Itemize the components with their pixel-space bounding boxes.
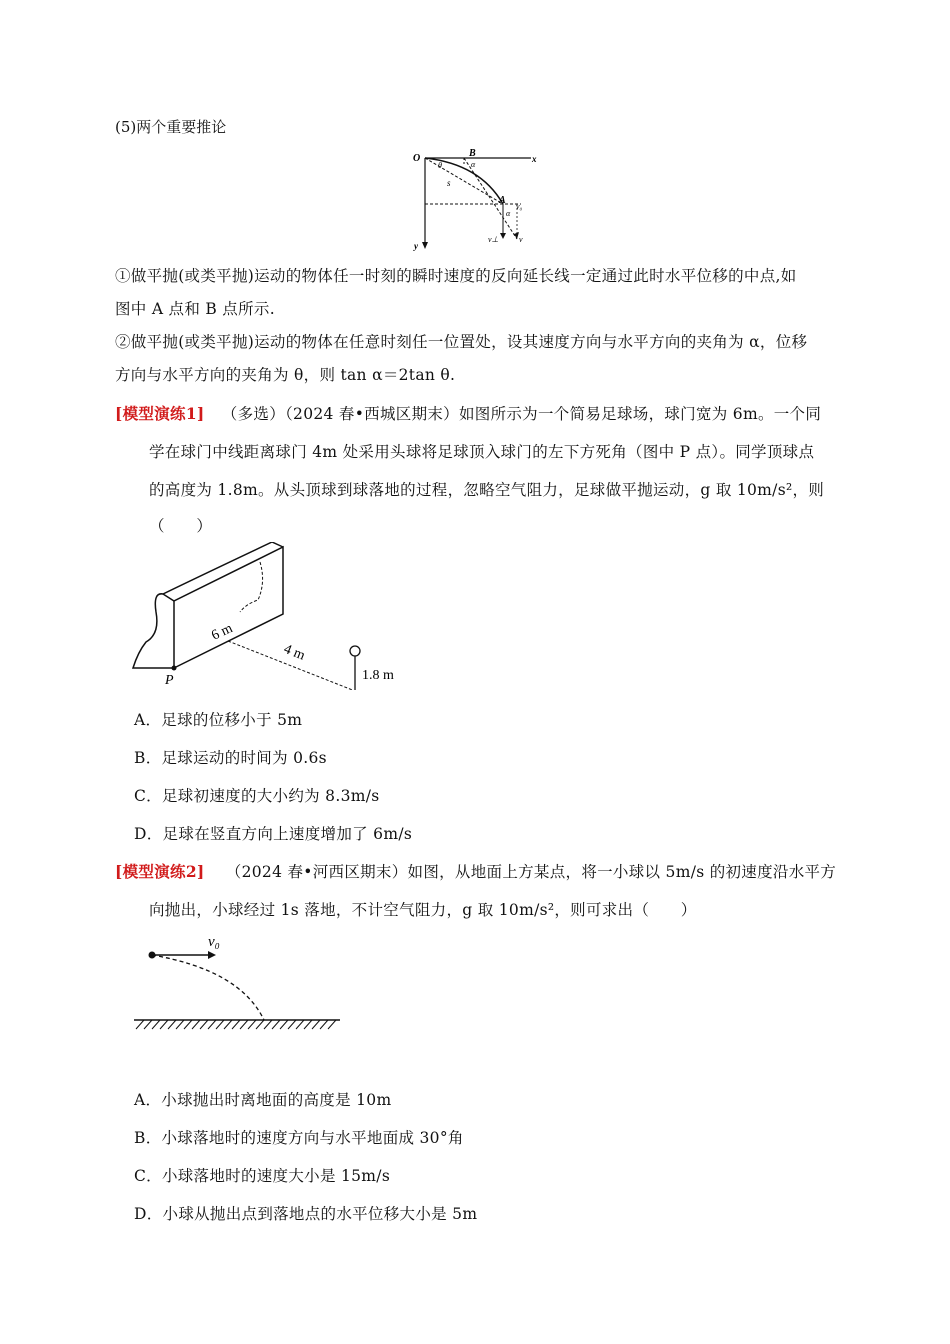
label-v: v (519, 235, 523, 244)
label-s: s (447, 178, 451, 188)
label-p: P (165, 673, 174, 688)
goal-front-face (174, 547, 283, 668)
displacement-line (425, 158, 503, 204)
ground-hatching (136, 1020, 336, 1029)
q1-stem-line1 (115, 402, 821, 424)
v-perp-arrowhead (500, 233, 506, 239)
label-1-8m: 1.8 m (362, 668, 394, 683)
q1-option-c[interactable]: C．足球初速度的大小约为 8.3m/s (134, 787, 380, 805)
q1-stem-line2: 学在球门中线距离球门 4m 处采用头球将足球顶入球门的左下方死角（图中 P 点）。同学顶球点 (149, 443, 815, 461)
q2-option-b[interactable]: B．小球落地时的速度方向与水平地面成 30°角 (134, 1129, 464, 1147)
label-y: y (414, 241, 418, 251)
label-theta: θ (438, 161, 442, 170)
q2-stem-line2: 向抛出，小球经过 1s 落地，不计空气阻力，g 取 10m/s²，则可求出（ ） (149, 901, 697, 919)
label-alpha-b: α (471, 160, 476, 169)
point2-line2: 方向与水平方向的夹角为 θ，则 tan α＝2tan θ. (115, 366, 456, 384)
q2-option-c[interactable]: C．小球落地时的速度大小是 15m/s (134, 1167, 391, 1185)
label-4m: 4 m (281, 641, 307, 664)
label-x: x (532, 154, 537, 164)
ball-at-head (350, 646, 360, 656)
q1-answer-blank: （ ） (149, 517, 213, 535)
point-p-dot (172, 666, 177, 671)
q2-projectile-figure (130, 930, 345, 1030)
section-heading: (5)两个重要推论 (115, 118, 227, 136)
point2-line1: ②做平抛(或类平抛)运动的物体在任意时刻任一位置处，设其速度方向与水平方向的夹角为 α，位移 (115, 333, 808, 351)
label-origin: O (413, 153, 421, 164)
label-v0: v₀ (208, 934, 220, 950)
q1-option-d[interactable]: D．足球在竖直方向上速度增加了 6m/s (134, 825, 413, 843)
q2-stem-line1 (115, 860, 836, 882)
q1-option-a[interactable]: A．足球的位移小于 5m (134, 711, 303, 729)
trajectory-dashed (152, 955, 264, 1020)
q2-line1-text: （2024 春•河西区期末）如图，从地面上方某点，将一小球以 5m/s 的初速度沿水平方 (225, 863, 837, 881)
goal-left-side (133, 594, 174, 668)
q1-line1-text: （多选）（2024 春•西城区期末）如图所示为一个简易足球场，球门宽为 6m。一个同 (221, 405, 822, 423)
q1-stem-line3: 的高度为 1.8m。从头顶球到球落地的过程，忽略空气阻力，足球做平抛运动，g 取 10m/s²，则 (149, 481, 825, 499)
point1-line2: 图中 A 点和 B 点所示. (115, 300, 275, 318)
point1-line1: ①做平抛(或类平抛)运动的物体任一时刻的瞬时速度的反向延长线一定通过此时水平位移的中点,如 (115, 267, 797, 285)
label-a: A (499, 195, 506, 206)
label-v0: v₀ (516, 202, 523, 211)
q1-option-b[interactable]: B．足球运动的时间为 0.6s (134, 749, 327, 767)
v0-arrowhead (208, 951, 216, 959)
y-arrowhead (422, 242, 428, 249)
projectile-inference-diagram (405, 146, 545, 254)
q2-tag: [模型演练2] (115, 862, 205, 881)
q2-option-a[interactable]: A．小球抛出时离地面的高度是 10m (134, 1091, 392, 1109)
velocity-extension-line (464, 158, 517, 239)
label-b: B (469, 148, 476, 159)
label-alpha-a: α (506, 209, 511, 218)
q2-option-d[interactable]: D．小球从抛出点到落地点的水平位移大小是 5m (134, 1205, 478, 1223)
label-v-perp: v⊥ (488, 235, 499, 244)
q1-tag: [模型演练1] (115, 404, 205, 423)
q1-football-goal-figure (128, 542, 418, 690)
label-6m: 6 m (209, 620, 236, 644)
